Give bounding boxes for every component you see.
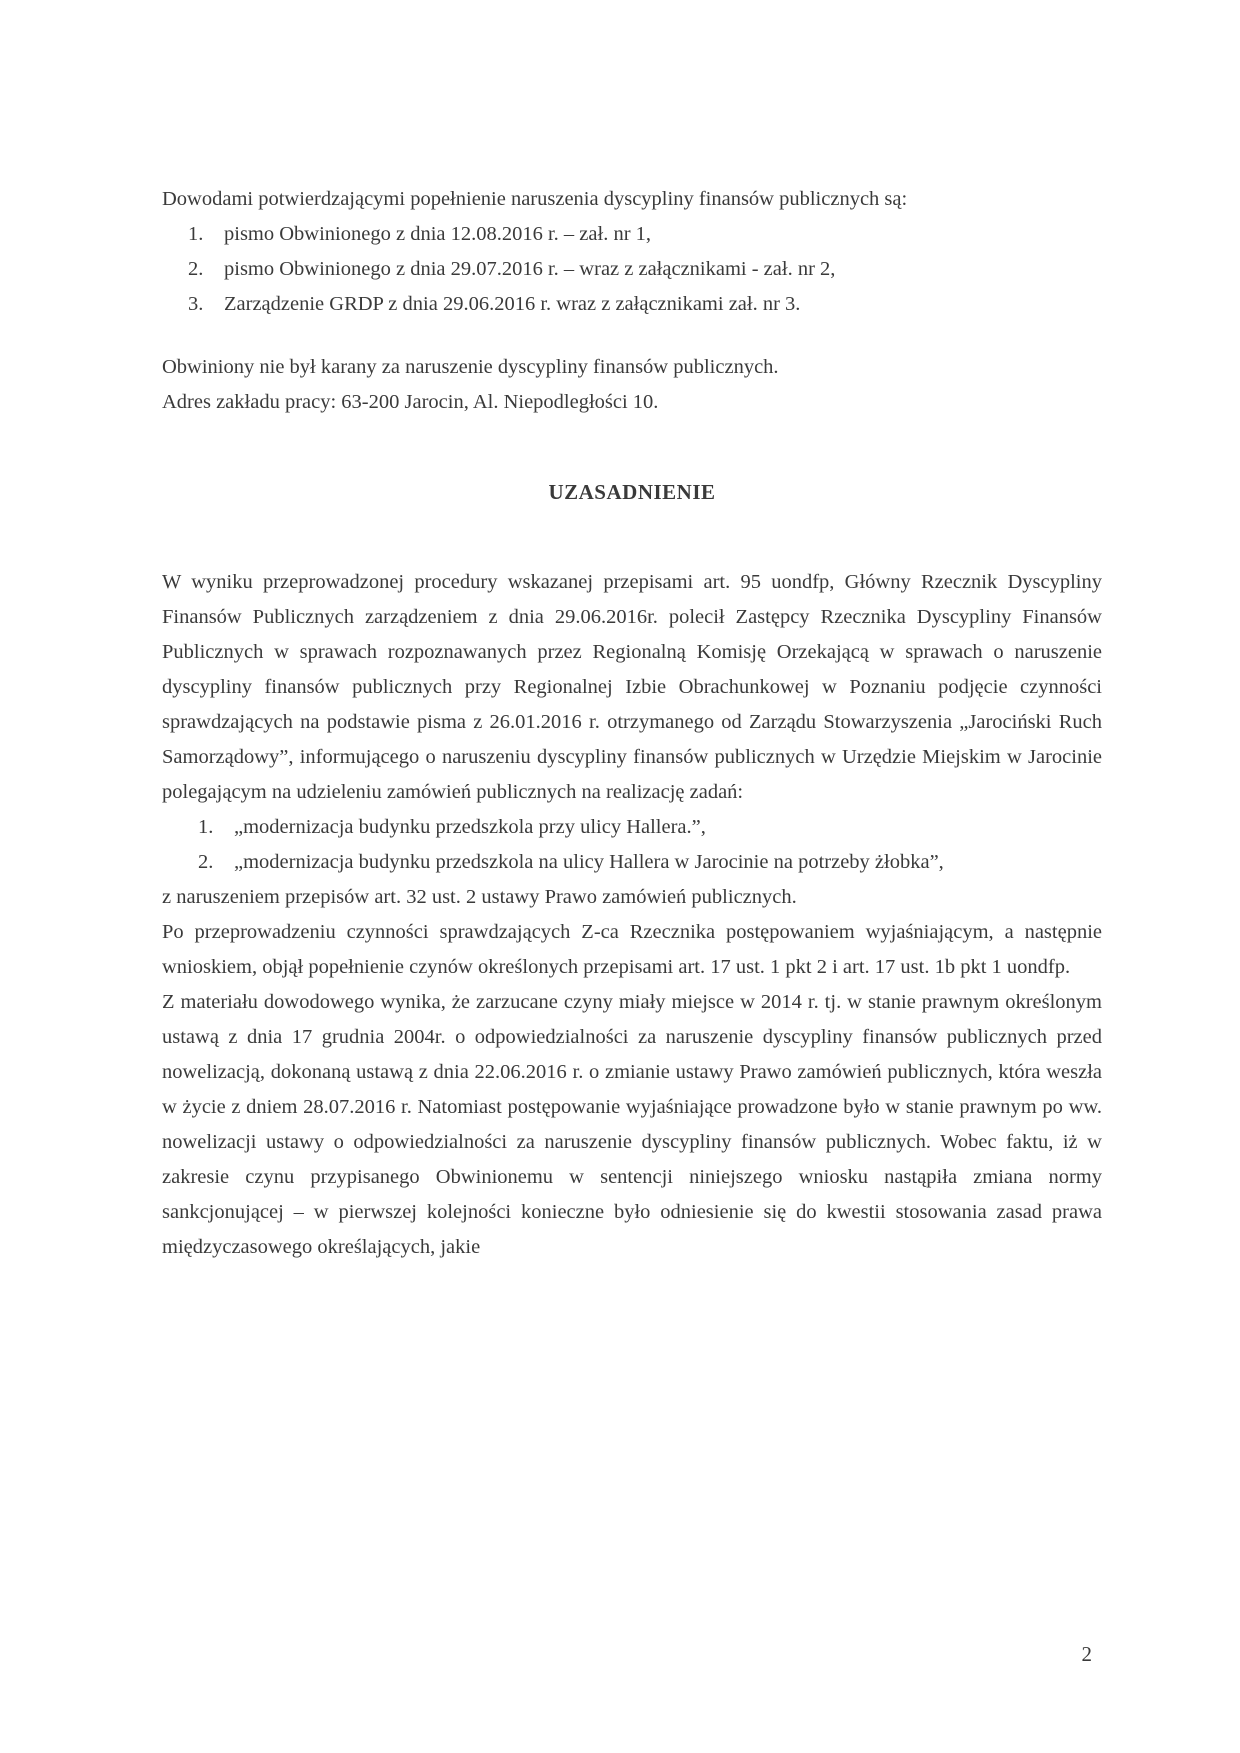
list-number: 1. — [188, 223, 204, 245]
section-heading: UZASADNIENIE — [548, 480, 716, 504]
list-text: Zarządzenie GRDP z dnia 29.06.2016 r. wraz z załącznikami zał. nr 3. — [224, 293, 801, 315]
task-item — [162, 810, 1102, 845]
list-number: 3. — [188, 293, 204, 315]
task-item — [162, 845, 1102, 880]
justification-paragraph-1: W wyniku przeprowadzonej procedury wskazanej przepisami art. 95 uondfp, Główny Rzecznik Dyscypliny Finansów Publicznych zarządzeniem z dnia 29.06.2016r. polecił Zastępcy Rzecznika Dyscypliny Finansów Publicznych w sprawach rozpoznawanych przez Regionalną Komisję Orzekającą w sprawach o naruszenie dyscypliny finansów publicznych przy Regionalnej Izbie Obrachunkowej w Poznaniu podjęcie czynności sprawdzających na podstawie pisma z 26.01.2016 r. otrzymanego od Zarządu Stowarzyszenia „Jarociński Ruch Samorządowy”, informującego o naruszeniu dyscypliny finansów publicznych w Urzędzie Miejskim w Jarocinie polegającym na udzieleniu zamówień publicznych na realizację zadań: — [162, 571, 1102, 803]
evidence-item — [162, 287, 1102, 322]
document-body — [162, 182, 1102, 1265]
list-number: 2. — [188, 258, 204, 280]
not-punished-statement: Obwiniony nie był karany za naruszenie dyscypliny finansów publicznych. — [162, 356, 779, 378]
list-number: 2. — [198, 851, 214, 873]
list-text: pismo Obwinionego z dnia 29.07.2016 r. – wraz z załącznikami - zał. nr 2, — [224, 258, 836, 280]
evidence-item — [162, 217, 1102, 252]
evidence-intro: Dowodami potwierdzającymi popełnienie naruszenia dyscypliny finansów publicznych są: — [162, 188, 908, 210]
list-text: pismo Obwinionego z dnia 12.08.2016 r. – zał. nr 1, — [224, 223, 652, 245]
task-list — [162, 810, 1102, 880]
justification-paragraph-3: Po przeprowadzeniu czynności sprawdzających Z-ca Rzecznika postępowaniem wyjaśniającym, a następnie wnioskiem, objął popełnienie czynów określonych przepisami art. 17 ust. 1 pkt 2 i art. 17 ust. 1b pkt 1 uondfp. — [162, 921, 1102, 978]
justification-paragraph-2: z naruszeniem przepisów art. 32 ust. 2 ustawy Prawo zamówień publicznych. — [162, 886, 797, 908]
spacer — [162, 510, 1102, 565]
spacer — [162, 322, 1102, 350]
justification-paragraph-4: Z materiału dowodowego wynika, że zarzucane czyny miały miejsce w 2014 r. tj. w stanie prawnym określonym ustawą z dnia 17 grudnia 2004r. o odpowiedzialności za naruszenie dyscypliny finansów publicznych przed nowelizacją, dokonaną ustawą z dnia 22.06.2016 r. o zmianie ustawy Prawo zamówień publicznych, która weszła w życie z dniem 28.07.2016 r. Natomiast postępowanie wyjaśniające prowadzone było w stanie prawnym po ww. nowelizacji ustawy o odpowiedzialności za naruszenie dyscypliny finansów publicznych. Wobec faktu, iż w zakresie czynu przypisanego Obwinionemu w sentencji niniejszego wniosku nastąpiła zmiana normy sankcjonującej – w pierwszej kolejności konieczne było odniesienie się do kwestii stosowania zasad prawa międzyczasowego określających, jakie — [162, 991, 1102, 1258]
page-number: 2 — [1081, 1642, 1092, 1666]
workplace-address: Adres zakładu pracy: 63-200 Jarocin, Al. Niepodległości 10. — [162, 391, 659, 413]
list-number: 1. — [198, 816, 214, 838]
evidence-list — [162, 217, 1102, 322]
spacer — [162, 420, 1102, 475]
list-text: „modernizacja budynku przedszkola przy ulicy Hallera.”, — [234, 816, 706, 838]
evidence-item — [162, 252, 1102, 287]
list-text: „modernizacja budynku przedszkola na ulicy Hallera w Jarocinie na potrzeby żłobka”, — [234, 851, 944, 873]
